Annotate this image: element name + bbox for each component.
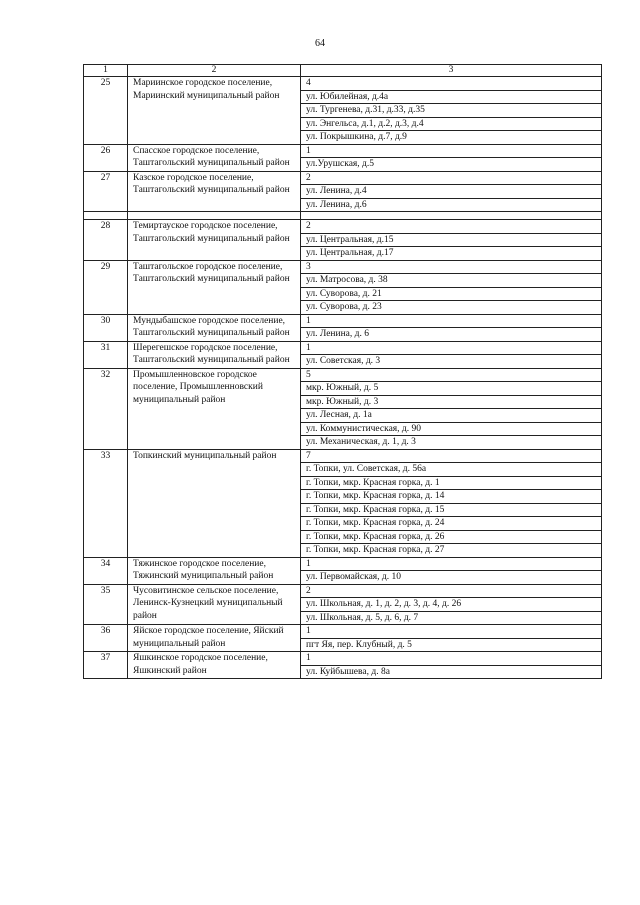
- municipality-name: Тяжинское городское поселение, Тяжинский муниципальный район: [128, 557, 301, 584]
- building-count: 1: [301, 557, 602, 571]
- address-cell: г. Топки, мкр. Красная горка, д. 24: [301, 517, 602, 531]
- municipality-name: Яйское городское поселение, Яйский муниципальный район: [128, 625, 301, 652]
- address-cell: г. Топки, мкр. Красная горка, д. 27: [301, 544, 602, 558]
- municipality-name: Мариинское городское поселение, Мариинский муниципальный район: [128, 77, 301, 145]
- table-row: [84, 652, 602, 666]
- address-cell: ул. Первомайская, д. 10: [301, 571, 602, 585]
- address-cell: ул. Суворова, д. 21: [301, 287, 602, 301]
- row-number: 31: [84, 341, 128, 368]
- municipality-name: Казское городское поселение, Таштагольский муниципальный район: [128, 171, 301, 212]
- building-count: 1: [301, 625, 602, 639]
- address-cell: ул.Урушская, д.5: [301, 158, 602, 172]
- row-number: 37: [84, 652, 128, 679]
- row-number: 34: [84, 557, 128, 584]
- address-cell: ул. Энгельса, д.1, д.2, д.3, д.4: [301, 117, 602, 131]
- address-cell: ул. Куйбышева, д. 8а: [301, 665, 602, 679]
- address-cell: г. Топки, мкр. Красная горка, д. 14: [301, 490, 602, 504]
- column-header-3: 3: [301, 65, 602, 77]
- row-number: 28: [84, 220, 128, 261]
- row-number: 30: [84, 314, 128, 341]
- municipality-name: Шерегешское городское поселение, Таштагольский муниципальный район: [128, 341, 301, 368]
- address-cell: г. Топки, мкр. Красная горка, д. 26: [301, 530, 602, 544]
- building-count: 1: [301, 144, 602, 158]
- table-row: [84, 314, 602, 328]
- address-cell: г. Топки, мкр. Красная горка, д. 1: [301, 476, 602, 490]
- empty-cell: [84, 212, 128, 220]
- building-count: 1: [301, 652, 602, 666]
- address-cell: ул. Тургенева, д.31, д.33, д.35: [301, 104, 602, 118]
- building-count: 2: [301, 171, 602, 185]
- table-row: [84, 171, 602, 185]
- municipality-name: Промышленновское городское поселение, Промышленновский муниципальный район: [128, 368, 301, 449]
- municipality-name: Спасское городское поселение, Таштагольский муниципальный район: [128, 144, 301, 171]
- address-cell: г. Топки, ул. Советская, д. 56а: [301, 463, 602, 477]
- row-number: 25: [84, 77, 128, 145]
- table-row: [84, 77, 602, 91]
- address-cell: г. Топки, мкр. Красная горка, д. 15: [301, 503, 602, 517]
- address-cell: ул. Ленина, д.6: [301, 198, 602, 212]
- empty-cell: [301, 212, 602, 220]
- table-row: [84, 368, 602, 382]
- address-cell: ул. Центральная, д.17: [301, 247, 602, 261]
- column-header-2: 2: [128, 65, 301, 77]
- table-row: [84, 144, 602, 158]
- building-count: 5: [301, 368, 602, 382]
- building-count: 7: [301, 449, 602, 463]
- table-row: [84, 625, 602, 639]
- row-number: 35: [84, 584, 128, 625]
- table-row: [84, 557, 602, 571]
- address-cell: мкр. Южный, д. 5: [301, 382, 602, 396]
- building-count: 2: [301, 584, 602, 598]
- row-number: 27: [84, 171, 128, 212]
- table-row: [84, 449, 602, 463]
- address-cell: ул. Юбилейная, д.4а: [301, 90, 602, 104]
- row-number: 29: [84, 260, 128, 314]
- row-number: 33: [84, 449, 128, 557]
- municipality-name: Темиртауское городское поселение, Таштагольский муниципальный район: [128, 220, 301, 261]
- address-cell: ул. Школьная, д. 1, д. 2, д. 3, д. 4, д. 26: [301, 598, 602, 612]
- address-cell: ул. Центральная, д.15: [301, 233, 602, 247]
- building-count: 1: [301, 314, 602, 328]
- address-cell: ул. Механическая, д. 1, д. 3: [301, 436, 602, 450]
- building-count: 3: [301, 260, 602, 274]
- municipality-name: Чусовитинское сельское поселение, Ленинск-Кузнецкий муниципальный район: [128, 584, 301, 625]
- table-row: [84, 584, 602, 598]
- municipality-name: Яшкинское городское поселение, Яшкинский район: [128, 652, 301, 679]
- municipality-name: Мундыбашское городское поселение, Таштагольский муниципальный район: [128, 314, 301, 341]
- address-cell: ул. Советская, д. 3: [301, 355, 602, 369]
- table-spacer-row: [84, 212, 602, 220]
- address-cell: ул. Ленина, д. 6: [301, 328, 602, 342]
- table-row: [84, 260, 602, 274]
- address-cell: пгт Яя, пер. Клубный, д. 5: [301, 638, 602, 652]
- table-row: [84, 341, 602, 355]
- municipality-name: Топкинский муниципальный район: [128, 449, 301, 557]
- address-cell: ул. Лесная, д. 1а: [301, 409, 602, 423]
- address-cell: ул. Ленина, д.4: [301, 185, 602, 199]
- address-cell: мкр. Южный, д. 3: [301, 395, 602, 409]
- address-cell: ул. Суворова, д. 23: [301, 301, 602, 315]
- page-number: 64: [315, 38, 325, 49]
- column-header-1: 1: [84, 65, 128, 77]
- building-count: 1: [301, 341, 602, 355]
- address-cell: ул. Школьная, д. 5, д. 6, д. 7: [301, 611, 602, 625]
- table-row: [84, 220, 602, 234]
- row-number: 32: [84, 368, 128, 449]
- address-cell: ул. Матросова, д. 38: [301, 274, 602, 288]
- address-cell: ул. Покрышкина, д.7, д.9: [301, 131, 602, 145]
- municipality-name: Таштагольское городское поселение, Таштагольский муниципальный район: [128, 260, 301, 314]
- building-count: 2: [301, 220, 602, 234]
- address-cell: ул. Коммунистическая, д. 90: [301, 422, 602, 436]
- row-number: 26: [84, 144, 128, 171]
- row-number: 36: [84, 625, 128, 652]
- table-header-row: [84, 65, 602, 77]
- building-count: 4: [301, 77, 602, 91]
- empty-cell: [128, 212, 301, 220]
- housing-register-table: [83, 64, 602, 679]
